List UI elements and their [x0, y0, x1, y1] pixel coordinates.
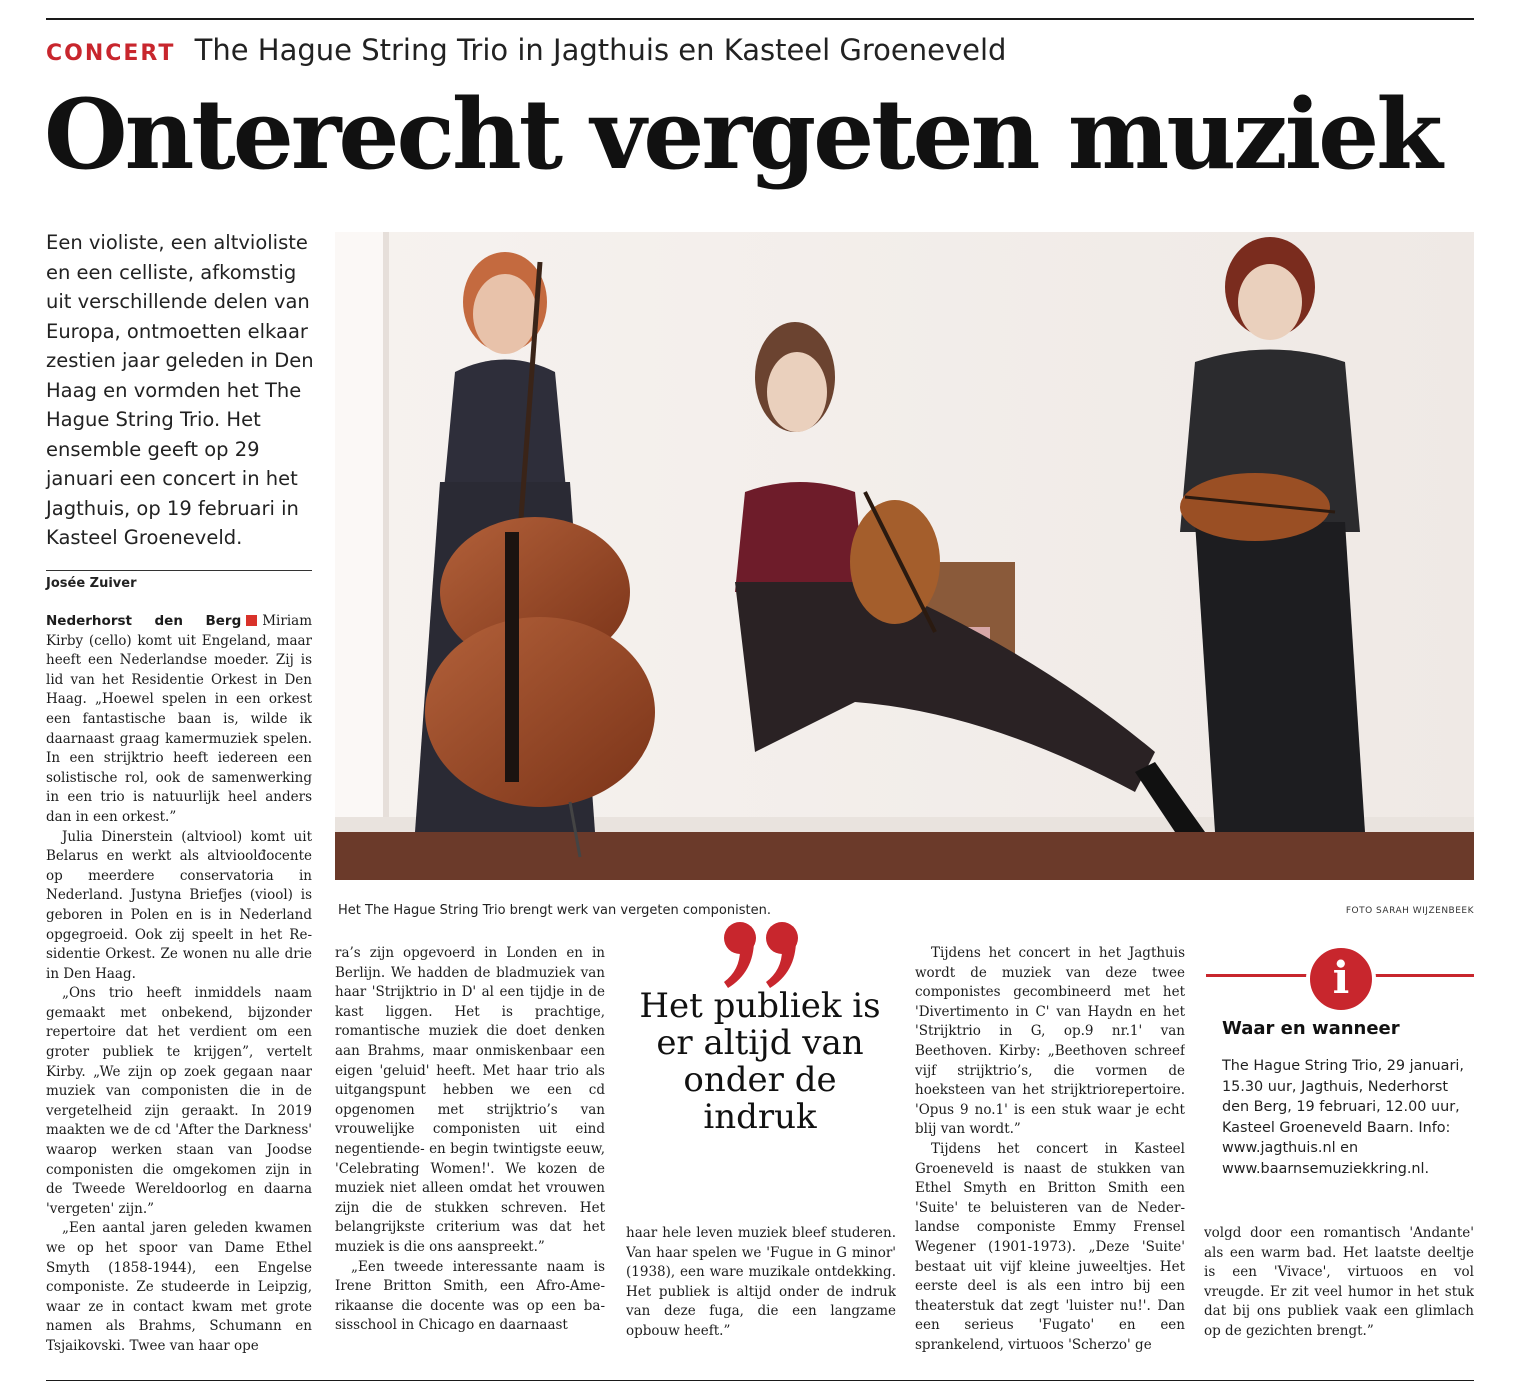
intro-paragraph: Een violiste, een altvioliste en een celliste, afkomstig uit verschillende delen van Europa, ontmoetten elkaar zestien jaar geleden in Den Haag en vormden het The Hague String Trio. Het ensemble geeft op 29 januari een concert in het Jagthuis, op 19 februari in Kasteel Groeneveld. — [46, 231, 314, 549]
kicker-label: CONCERT — [46, 41, 176, 66]
article-paragraph: Tijdens het concert in Kasteel Groeneveld is naast de stukken van Ethel Smyth en Britton Smith een 'Suite' te beluisteren van de Nederlandse componiste Emmy Frensel Wegener (1901-1973). „Deze 'Suite' bestaat uit vijf kleine juweeltjes. Het eerste deel is als een intro bij een theaterstuk dat zegt 'luister nu!'. Dan een serieus 'Fugato' en een sprankelend, virtuoos 'Scherzo' ge — [915, 1140, 1185, 1353]
byline: Josée Zuiver — [46, 576, 137, 591]
article-column-2 — [335, 944, 605, 1377]
kicker-text: The Hague String Trio in Jagthuis en Kasteel Groeneveld — [194, 33, 1007, 67]
photo-caption: Het The Hague String Trio brengt werk van vergeten componisten. — [338, 903, 771, 918]
article-paragraph: ra’s zijn opgevoerd in Londen en in Berlijn. We hadden de bladmuziek van haar 'Strijktrio in D' al een tijdje in de kast liggen. Het is prachtige, romantische muziek die doet denken aan Brahms, maar onmiskenbaar een eigen 'geluid' heeft. Met haar trio als uitgangspunt hebben we een cd opgenomen met strijktrio’s van vrouwelijke componisten uit eind negentiende- en begin twintigste eeuw, 'Celebrating Women!'. We kozen de muziek niet alleen omdat het vrouwen zijn die de stukken schreven. Het belangrijkste criterium was dat het muziek is die ons aanspreekt.” — [335, 945, 605, 1255]
article-paragraph: volgd door een romantisch 'Andante' als een warm bad. Het laatste deeltje is een 'Vivace', virtuoos en vol vreugde. Er zit veel humor in het stuk dat bij ons publiek vaak een glimlach op de gezichten brengt.” — [1204, 1225, 1474, 1339]
bottom-rule — [46, 1380, 1474, 1381]
info-icon: i — [1306, 944, 1376, 1014]
article-column-3 — [626, 1224, 896, 1377]
article-column-1 — [46, 612, 312, 1377]
dateline-square-icon — [246, 615, 257, 626]
article-paragraph: haar hele leven muziek bleef studeren. Van haar spelen we 'Fugue in G minor' (1938), een ware muzikale ontdekking. Het publiek is altijd onder de indruk van deze fuga, die een langzame opbouw heeft.” — [626, 1225, 896, 1339]
info-body: The Hague String Trio, 29 januari, 15.30 uur, Jagthuis, Nederhorst den Berg, 19 februari, 12.00 uur, Kasteel Groeneveld Baarn. Info: www.jagthuis.nl en www.baarnsemuziekkring.nl. — [1222, 1058, 1464, 1177]
article-paragraph: „Een aantal jaren geleden kwamen we op het spoor van Dame Ethel Smyth (1858-1944), een Engelse componiste. Ze studeerde in Leipzig, waar ze in contact kwam met grote namen als Brahms, Schumann en Tsjaikovski. Twee van haar ope — [46, 1220, 312, 1354]
info-title: Waar en wanneer — [1222, 1018, 1400, 1039]
article-paragraph: Tijdens het concert in het Jagthuis wordt de muziek van deze twee componistes gecombineerd met het 'Divertimento in C' van Haydn en het 'Strijktrio in G, op.9 nr.1' van Beethoven. Kirby: „Beethoven schreef vijf strijktrio’s, die vormen de hoeksteen van het strijktriorepertoire. 'Opus 9 no.1' is een stuk waar je echt blij van wordt.” — [915, 945, 1185, 1138]
byline-rule — [46, 570, 312, 571]
article-paragraph: Julia Dinerstein (altviool) komt uit Belarus en werkt als altvioolđocente op meerdere conservatoria in Nederland. Justyna Briefjes (viool) is geboren in Polen en is in Nederland opgegroeid. Ook zij speelt in het Residentie Orkest. Ze wonen nu alle drie in Den Haag. — [46, 828, 312, 982]
article-paragraph: „Ons trio heeft inmiddels naam gemaakt met onbekend, bijzonder repertoire dat het verdient om een groter publiek te krijgen”, vertelt Kirby. „We zijn op zoek gegaan naar muziek van componisten die in de vergetelheid zijn geraakt. In 2019 maakten we de cd 'After the Darkness' waarop werken staan van Joodse componisten die omgekomen zijn in de Tweede Wereldoorlog en daarna 'vergeten' zijn.” — [46, 985, 312, 1217]
trio-photo-illustration — [335, 232, 1474, 880]
dateline: Nederhorst den Berg — [46, 613, 242, 629]
kicker — [46, 30, 1006, 70]
top-rule — [46, 18, 1474, 20]
photo-credit: FOTO SARAH WIJZENBEEK — [1345, 906, 1474, 916]
article-column-4 — [915, 944, 1185, 1377]
quote-mark-icon — [720, 920, 805, 992]
trio-photo — [335, 232, 1474, 880]
article-paragraph: „Een tweede interessante naam is Irene Britton Smith, een Afro-Amerikaanse die docente was op een basisschool in Chicago en daarnaast — [335, 1258, 605, 1334]
article-column-5 — [1204, 1224, 1474, 1377]
article-paragraph: Nederhorst den Berg Miriam Kirby (cello) komt uit Engeland, maar heeft een Nederlandse moeder. Zij is lid van het Residentie Orkest in Den Haag. „Hoewel spelen in een orkest een fantastische baan is, wilde ik daarnaast graag kamermuziek spelen. In een strijktrio heeft iedereen een solistische rol, ook de samenwerking in een trio is natuurlijk heel anders dan in een orkest.” — [46, 613, 312, 825]
headline: Onterecht vergeten muziek — [44, 78, 1440, 191]
pull-quote: Het publiek is er altijd van onder de indruk — [639, 986, 881, 1137]
